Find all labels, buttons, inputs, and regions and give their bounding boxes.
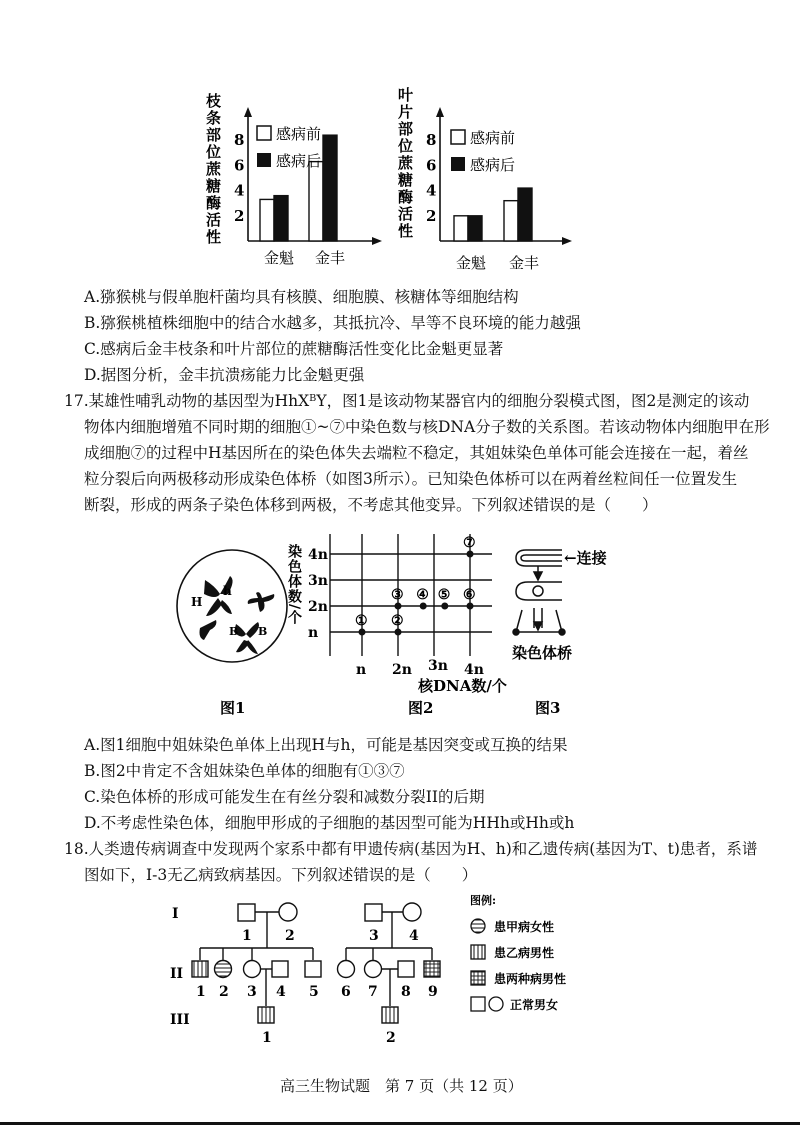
chart2-cat-1: 金丰 [509,254,540,272]
fig2-point-label-6: ⑥ [463,587,476,603]
legend-icon-normal-male [471,997,485,1011]
II6-normal [338,961,355,978]
legend-normal: 正常男女 [510,998,559,1012]
II7-normal [365,961,382,978]
II4-normal [272,961,288,977]
chart1-ytick-6: 6 [234,156,245,175]
fig2-point-2 [395,629,402,636]
chart1-bar-金丰-感病前 [309,162,323,241]
chart1-y-arrow [244,107,252,117]
chart1-ytick-4: 4 [234,181,245,200]
id-II2: 2 [219,984,229,1000]
q16-option-d: D.据图分析，金丰抗溃疡能力比金魁更强 [84,366,365,384]
fig2-point-label-1: ① [355,613,368,629]
id-I2: 2 [285,928,295,944]
chart2-bar-金魁-感病后 [468,216,482,241]
chart2-ylabel: 叶片部位蔗糖酶活性 [396,87,414,240]
fig2-caption: 图2 [408,699,434,717]
fig3-connect-label: ←连接 [564,549,607,567]
chart1-legend-after: 感病后 [276,152,322,170]
legend-title: 图例: [470,894,497,907]
chart-leaf [396,87,572,272]
legend-A-female: 患甲病女性 [494,920,555,934]
chart2-ytick-2: 2 [426,206,437,225]
chart2-ytick-4: 4 [426,181,437,200]
I3-male [365,904,382,921]
II9-affected-both [424,961,440,977]
q17-option-b: B.图2中肯定不含姐妹染色单体的细胞有①③⑦ [84,762,405,780]
chart1-ytick-2: 2 [234,206,245,225]
gen-I: I [172,906,179,922]
pedigree [160,890,620,1050]
id-I4: 4 [409,928,419,944]
fig2-xtick-2n: 2n [392,662,412,678]
chart1-x-arrow [372,237,382,245]
fig2-ytick-2n: 2n [308,599,328,615]
chart2-bar-金丰-感病前 [504,201,518,241]
chart1-cat-0: 金魁 [264,249,295,267]
III2-affected-B [382,1007,398,1023]
chart2-legend-before: 感病前 [470,129,516,147]
chart1-bar-金魁-感病前 [260,199,274,241]
q17-stem-line-2: 物体内细胞增殖不同时期的细胞①~⑦中染色数与核DNA分子数的关系图。若该动物体内细胞甲在形 [84,418,770,436]
fig2-point-6 [467,603,474,610]
q17-option-a: A.图1细胞中姐妹染色单体上出现H与h，可能是基因突变或互换的结果 [84,736,568,754]
fig2-point-1 [359,629,366,636]
fig1-label-B1: B [229,625,239,638]
legend-icon-B-male [471,945,485,959]
I4-female [403,903,421,921]
fig2-point-4 [420,603,427,610]
q17-figures [170,528,620,723]
id-II9: 9 [428,984,438,1000]
chart2-bar-金魁-感病前 [454,216,468,241]
chart1-legend-before-swatch [257,126,271,140]
fig2-point-label-2: ② [391,613,404,629]
fig1-cell [177,550,287,717]
page-footer: 高三生物试题 第 7 页（共 12 页） [280,1077,523,1095]
id-II3: 3 [247,984,257,1000]
chart2-y-arrow [436,107,444,117]
II5-normal [305,961,321,977]
id-II4: 4 [276,984,286,1000]
id-II7: 7 [368,984,378,1000]
fig3-bridge-label: 染色体桥 [512,644,573,662]
fig2-point-label-3: ③ [391,587,404,603]
id-II5: 5 [309,984,319,1000]
fig1-label-h: h [223,584,232,598]
legend-both-male: 患两种病男性 [494,972,567,986]
legend-icon-both-male [471,971,485,985]
fig2-point-3 [395,603,402,610]
id-II6: 6 [341,984,351,1000]
q17-stem-line-1: 17.某雄性哺乳动物的基因型为HhXᴮY，图1是该动物某器官内的细胞分裂模式图，图2是测定的该动 [64,392,750,410]
II2-affected-A [215,961,232,978]
fig2-point-label-7: ⑦ [463,535,476,551]
q18-stem-line-1: 18.人类遗传病调查中发现两个家系中都有甲遗传病(基因为H、h)和乙遗传病(基因为T、t)患者，系谱 [64,840,758,858]
legend-icon-A-female [471,919,485,933]
q17-stem-line-4: 粒分裂后向两极移动形成染色体桥（如图3所示）。已知染色体桥可以在两着丝粒间任一位置发生 [84,470,738,488]
fig2-ytick-n: n [308,625,319,641]
chart1-ylabel: 枝条部位蔗糖酶活性 [204,93,222,246]
II1-affected-B [192,961,208,977]
id-II8: 8 [401,984,411,1000]
chart2-x-arrow [562,237,572,245]
chart1-ytick-8: 8 [234,131,245,150]
fig2-xlabel: 核DNA数/个 [418,677,507,695]
fig2-point-7 [467,551,474,558]
fig3-bridge [513,550,565,635]
q17-stem-line-5: 断裂，形成的两条子染色体移到两极，不考虑其他变异。下列叙述错误的是（ ） [84,496,658,514]
id-I3: 3 [369,928,379,944]
fig1-chromosome-small [200,620,217,640]
q18-stem-line-2: 图如下，I-3无乙病致病基因。下列叙述错误的是（ ） [84,866,478,884]
q16-option-a: A.猕猴桃与假单胞杆菌均具有核膜、细胞膜、核糖体等细胞结构 [84,288,519,306]
legend-icon-normal-female [489,997,503,1011]
chart2-cat-0: 金魁 [456,254,487,272]
id-III1: 1 [262,1030,272,1046]
chart1-cat-1: 金丰 [315,249,346,267]
I1-male [238,904,255,921]
fig1-chromosome-plus [248,592,275,612]
fig2-point-5 [441,603,448,610]
fig2-xtick-4n: 4n [464,662,484,678]
chart2-ytick-8: 8 [426,131,437,150]
chart1-bar-金魁-感病后 [274,196,288,241]
fig2-point-label-5: ⑤ [437,587,451,603]
fig2-ytick-3n: 3n [308,573,328,589]
fig2-ylabel: 染色体数/个 [286,544,302,626]
gen-III: III [170,1012,190,1028]
fig2-point-label-4: ④ [416,587,429,603]
q17-option-d: D.不考虑性染色体，细胞甲形成的子细胞的基因型可能为HHh或Hh或h [84,814,575,832]
gen-II: II [170,966,184,982]
chart2-legend-after: 感病后 [470,156,516,174]
fig2-ytick-4n: 4n [308,547,328,563]
chart1-bar-金丰-感病后 [323,135,337,241]
II3-normal [244,961,261,978]
fig2-xtick-n: n [356,662,367,678]
q16-option-b: B.猕猴桃植株细胞中的结合水越多，其抵抗冷、旱等不良环境的能力越强 [84,314,581,332]
chart2-ytick-6: 6 [426,156,437,175]
legend-B-male: 患乙病男性 [494,946,555,960]
chart-branch [204,93,382,267]
q16-option-c: C.感病后金丰枝条和叶片部位的蔗糖酶活性变化比金魁更显著 [84,340,504,358]
id-II1: 1 [196,984,206,1000]
q17-option-c: C.染色体桥的形成可能发生在有丝分裂和减数分裂II的后期 [84,788,485,806]
II8-normal [398,961,414,977]
I2-female [279,903,297,921]
id-I1: 1 [242,928,252,944]
chart2-bar-金丰-感病后 [518,188,532,241]
fig3-caption: 图3 [535,699,561,717]
fig2-xtick-3n: 3n [428,658,448,674]
top-charts [200,75,600,280]
id-III2: 2 [386,1030,396,1046]
fig1-label-H: H [191,595,203,609]
q17-stem-line-3: 成细胞⑦的过程中H基因所在的染色体失去端粒不稳定，其姐妹染色单体可能会连接在一起，着丝 [84,444,749,462]
chart1-legend-after-swatch [257,153,271,167]
chart2-legend-after-swatch [451,157,465,171]
fig2-plot [286,534,507,717]
chart2-legend-before-swatch [451,130,465,144]
fig1-caption: 图1 [220,699,246,717]
III1-affected-B [258,1007,274,1023]
fig1-label-B2: B [258,625,268,638]
chart1-legend-before: 感病前 [276,125,322,143]
page-bottom-border [0,1122,800,1125]
